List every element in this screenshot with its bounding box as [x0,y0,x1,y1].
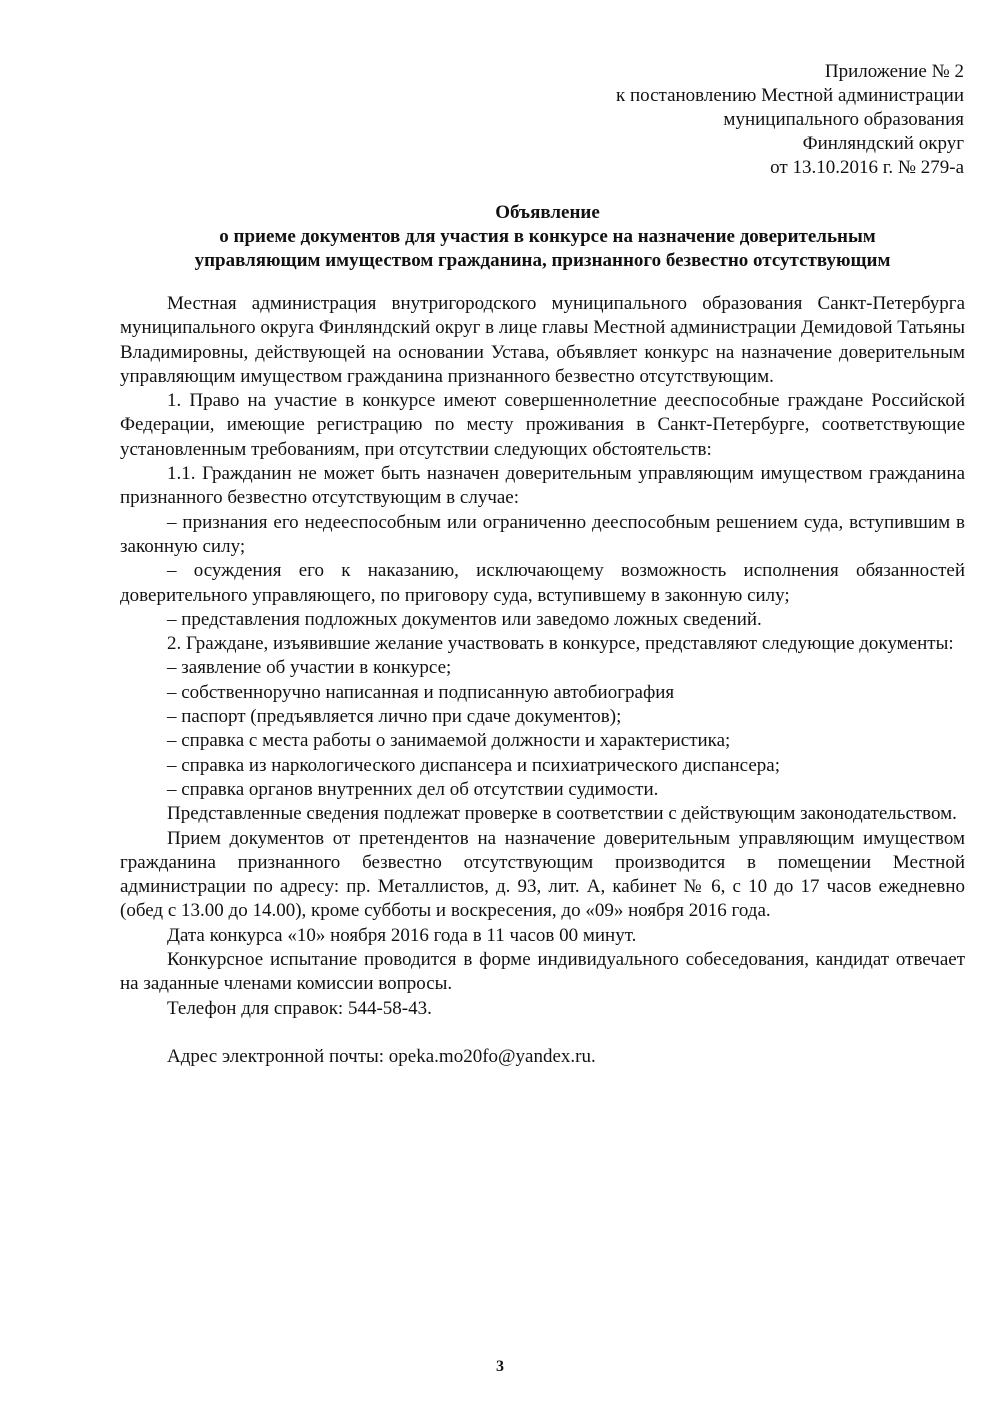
document-body [120,292,965,1069]
appendix-number: Приложение № 2 [824,61,964,82]
restriction-item: – признания его недееспособным или ограниченно дееспособным решением суда, вступившим в законную силу; [120,511,965,557]
spacer [120,1021,965,1045]
title-subject-line1: о приеме документов для участия в конкурсе на назначение доверительным [219,226,876,247]
contest-date-paragraph: Дата конкурса «10» ноября 2016 года в 11 часов 00 минут. [167,924,637,946]
item-1-1-paragraph: 1.1. Гражданин не может быть назначен доверительным управляющим имуществом гражданина признанного безвестно отсутствующим в случае: [120,463,965,509]
verification-paragraph: Представленные сведения подлежат проверке в соответствии с действующим законодательством. [167,803,957,825]
phone-paragraph: Телефон для справок: 544-58-43. [167,997,432,1019]
document-list-item: – справка с места работы о занимаемой должности и характеристика; [167,730,731,752]
appendix-municipality: муниципального образования [723,109,964,130]
appendix-district: Финляндский округ [802,133,964,154]
document-title [120,201,965,273]
appendix-date: от 13.10.2016 г. № 279-а [770,157,964,178]
page-number: 3 [496,1358,504,1375]
appendix-header [616,60,964,180]
title-subject-line2: управляющим имуществом гражданина, признанного безвестно отсутствующим [194,250,891,271]
item-1-paragraph: 1. Право на участие в конкурсе имеют совершеннолетние дееспособные граждане Российской Федерации, имеющие регистрацию по месту проживания в Санкт-Петербурге, соответствующие установленным требованиям, при отсутствии следующих обстоятельств: [120,390,965,460]
document-list-item: – заявление об участии в конкурсе; [167,657,452,679]
document-list-item: – справка органов внутренних дел об отсутствии судимости. [167,778,659,800]
item-2-paragraph: 2. Граждане, изъявившие желание участвовать в конкурсе, представляют следующие документы: [167,633,954,655]
restriction-item: – представления подложных документов или заведомо ложных сведений. [167,608,762,630]
restriction-item: – осуждения его к наказанию, исключающему возможность исполнения обязанностей доверительного управляющего, по приговору суда, вступившему в законную силу; [120,560,965,606]
email-paragraph: Адрес электронной почты: opeka.mo20fo@yandex.ru. [167,1045,596,1067]
document-list-item: – справка из наркологического диспансера и психиатрического диспансера; [167,754,780,776]
title-heading: Объявление [495,202,600,223]
intro-paragraph: Местная администрация внутригородского муниципального образования Санкт-Петербурга муниципального округа Финляндский округ в лице главы Местной администрации Демидовой Татьяны Владимировны, действующей на основании Устава, объявляет конкурс на назначение доверительным управляющим имуществом гражданина признанного безвестно отсутствующим. [120,293,965,387]
document-list-item: – собственноручно написанная и подписанную автобиография [167,681,675,703]
reception-paragraph: Прием документов от претендентов на назначение доверительным управляющим имуществом гражданина признанного безвестно отсутствующим производится в помещении Местной администрации по адресу: пр. Металлистов, д. 93, лит. А, кабинет № 6, с 10 до 17 часов ежедневно (обед с 13.00 до 14.00), кроме субботы и воскресения, до «09» ноября 2016 года. [120,827,965,922]
contest-test-paragraph: Конкурсное испытание проводится в форме индивидуального собеседования, кандидат отвечает на заданные членами комиссии вопросы. [120,949,965,995]
document-list-item: – паспорт (предъявляется лично при сдаче документов); [167,706,622,728]
appendix-reference: к постановлению Местной администрации [615,85,964,106]
